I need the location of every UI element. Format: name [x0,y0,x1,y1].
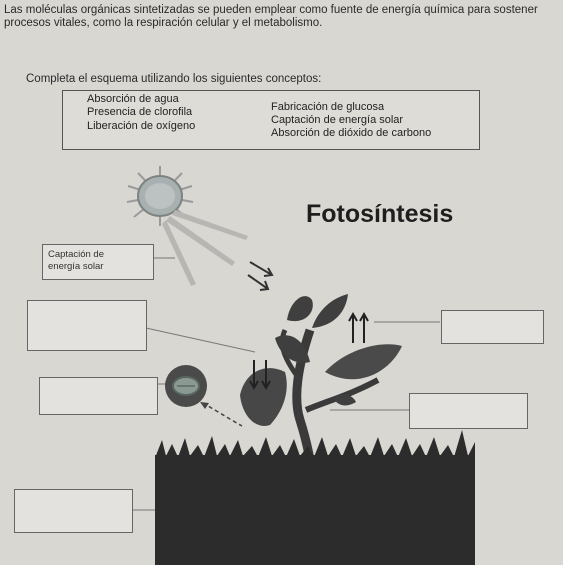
answer-box-2[interactable] [39,377,158,415]
given-label-line: energía solar [48,261,104,272]
concept-item: Absorción de agua [87,93,179,105]
given-label-line: Captación de [48,249,104,260]
answer-box-5[interactable] [14,489,133,533]
concept-item: Fabricación de glucosa [271,101,385,113]
chloroplast-icon [165,365,207,407]
concept-item: Liberación de oxígeno [87,120,196,132]
sunray-icon [162,210,248,286]
arrow-icon [349,314,368,343]
instruction-text: Completa el esquema utilizando los siguientes conceptos: [26,73,322,85]
diagram-title: Fotosíntesis [306,200,454,228]
answer-box-1[interactable] [27,300,147,351]
concept-item: Absorción de dióxido de carbono [271,127,432,139]
arrow-icon [248,262,272,290]
soil [155,430,475,565]
given-label [48,249,104,273]
intro-paragraph: Las moléculas orgánicas sintetizadas se pueden emplear como fuente de energía química para sostener procesos vitales, como la respiración celular y el metabolismo. [4,4,538,29]
concept-item: Presencia de clorofila [87,106,193,118]
answer-box-3[interactable] [441,310,544,344]
concept-item: Captación de energía solar [271,114,404,126]
answer-box-4[interactable] [409,393,528,429]
